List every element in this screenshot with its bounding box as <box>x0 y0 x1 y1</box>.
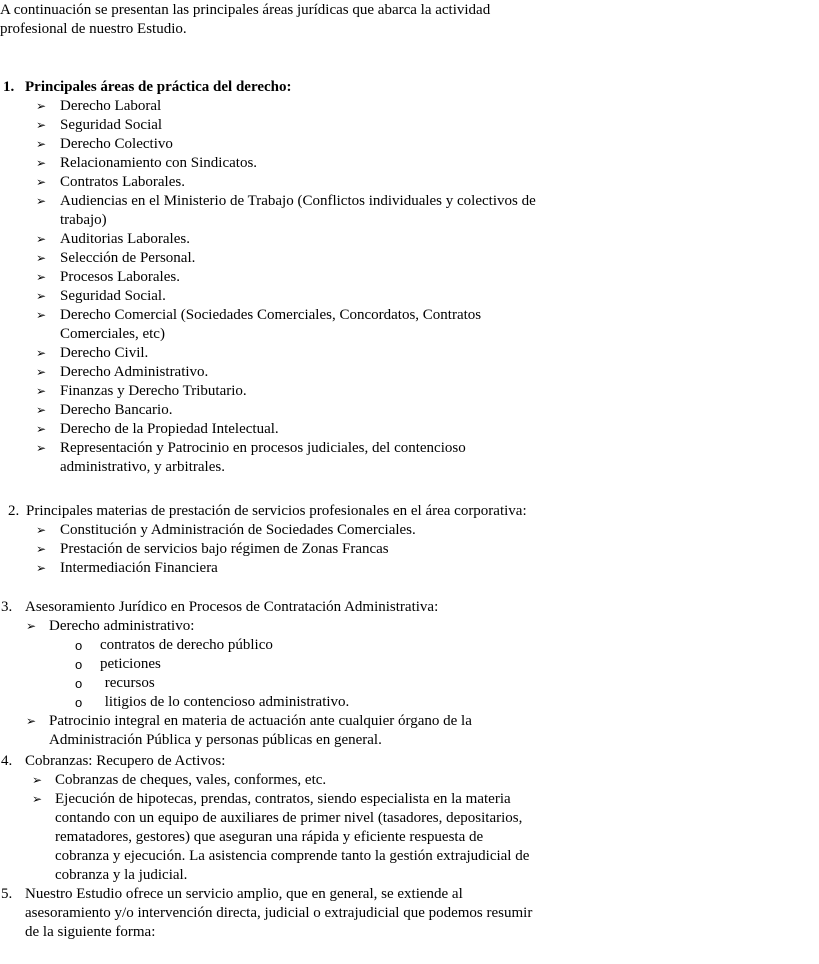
bullet-item <box>0 306 620 344</box>
bullet-text-line: Selección de Personal. <box>60 250 196 266</box>
bullet-text-line: Prestación de servicios bajo régimen de Zonas Francas <box>60 541 389 557</box>
section-number: 2. <box>8 503 20 519</box>
section-2 <box>0 502 620 578</box>
arrow-bullet-icon: ➢ <box>35 156 47 170</box>
bullet-text-line: Constitución y Administración de Sociedades Comerciales. <box>60 522 416 538</box>
arrow-bullet-icon: ➢ <box>35 523 47 537</box>
bullet-item <box>0 135 620 154</box>
arrow-bullet-icon: ➢ <box>35 137 47 151</box>
sub-item <box>0 693 620 712</box>
arrow-bullet-icon: ➢ <box>35 403 47 417</box>
bullet-item <box>0 439 620 477</box>
bullet-item <box>0 420 620 439</box>
arrow-bullet-icon: ➢ <box>35 118 47 132</box>
arrow-bullet-icon: ➢ <box>35 346 47 360</box>
bullet-item <box>0 192 620 230</box>
bullet-text-line: Finanzas y Derecho Tributario. <box>60 383 247 399</box>
bullet-item <box>0 249 620 268</box>
bullet-item <box>0 617 620 636</box>
section-number: 1. <box>3 79 15 95</box>
bullet-text-line: Audiencias en el Ministerio de Trabajo (Conflictos individuales y colectivos de <box>60 193 536 209</box>
bullet-text-line: Derecho Colectivo <box>60 136 173 152</box>
arrow-bullet-icon: ➢ <box>25 619 37 633</box>
section-number: 3. <box>1 599 13 615</box>
paragraph-line: Nuestro Estudio ofrece un servicio amplio, que en general, se extiende al <box>25 886 463 902</box>
bullet-text-line: Seguridad Social. <box>60 288 166 304</box>
bullet-text-line: trabajo) <box>60 212 107 228</box>
bullet-text-line: contando con un equipo de auxiliares de primer nivel (tasadores, depositarios, <box>55 810 523 826</box>
arrow-bullet-icon: ➢ <box>31 773 43 787</box>
bullet-list <box>0 97 620 477</box>
bullet-text-line: Comerciales, etc) <box>60 326 165 342</box>
bullet-item <box>0 97 620 116</box>
sub-item <box>0 655 620 674</box>
bullet-text-line: cobranza y ejecución. La asistencia comprende tanto la gestión extrajudicial de <box>55 848 530 864</box>
section-heading <box>0 502 620 521</box>
bullet-item <box>0 382 620 401</box>
bullet-text-line: Patrocinio integral en materia de actuación ante cualquier órgano de la <box>49 713 472 729</box>
arrow-bullet-icon: ➢ <box>25 714 37 728</box>
sub-item-text: peticiones <box>100 656 161 672</box>
sub-item <box>0 636 620 655</box>
bullet-text-line: administrativo, y arbitrales. <box>60 459 225 475</box>
arrow-bullet-icon: ➢ <box>35 308 47 322</box>
section-title: Principales áreas de práctica del derecho: <box>25 79 292 95</box>
bullet-item <box>0 344 620 363</box>
bullet-text-line: Auditorias Laborales. <box>60 231 190 247</box>
bullet-item <box>0 771 620 790</box>
bullet-list <box>0 521 620 578</box>
bullet-item <box>0 268 620 287</box>
bullet-text-line: Derecho de la Propiedad Intelectual. <box>60 421 279 437</box>
arrow-bullet-icon: ➢ <box>35 365 47 379</box>
bullet-text-line: Derecho Bancario. <box>60 402 173 418</box>
bullet-item <box>0 154 620 173</box>
sub-item-text: litigios de lo contencioso administrativo. <box>101 694 350 710</box>
arrow-bullet-icon: ➢ <box>35 561 47 575</box>
section-heading <box>0 78 620 97</box>
section-number: 4. <box>1 753 13 769</box>
paragraph-line: asesoramiento y/o intervención directa, judicial o extrajudicial que podemos resumir <box>25 905 533 921</box>
arrow-bullet-icon: ➢ <box>35 422 47 436</box>
bullet-text-line: Administración Pública y personas públicas en general. <box>49 732 382 748</box>
circle-bullet-icon: o <box>75 695 83 710</box>
section-title: Asesoramiento Jurídico en Procesos de Contratación Administrativa: <box>25 599 439 615</box>
bullet-item <box>0 790 620 885</box>
section-title: Cobranzas: Recupero de Activos: <box>25 753 226 769</box>
arrow-bullet-icon: ➢ <box>35 384 47 398</box>
sub-item-text: contratos de derecho público <box>100 637 273 653</box>
arrow-bullet-icon: ➢ <box>35 194 47 208</box>
section-1 <box>0 78 620 477</box>
bullet-text: Cobranzas de cheques, vales, conformes, etc. <box>55 772 327 788</box>
arrow-bullet-icon: ➢ <box>35 270 47 284</box>
paragraph-line: de la siguiente forma: <box>25 924 156 940</box>
bullet-text-line: Derecho Civil. <box>60 345 149 361</box>
circle-bullet-icon: o <box>75 638 83 653</box>
bullet-item <box>0 401 620 420</box>
section-number: 5. <box>1 886 13 902</box>
circle-bullet-icon: o <box>75 657 83 672</box>
sub-item <box>0 674 620 693</box>
intro-line: profesional de nuestro Estudio. <box>0 21 187 37</box>
arrow-bullet-icon: ➢ <box>35 542 47 556</box>
bullet-item <box>0 116 620 135</box>
bullet-item <box>0 559 620 578</box>
intro-paragraph <box>0 1 600 39</box>
bullet-item <box>0 173 620 192</box>
section-title: Principales materias de prestación de servicios profesionales en el área corporativa: <box>26 503 527 519</box>
section-4 <box>0 752 620 885</box>
section-heading <box>0 598 620 617</box>
bullet-text-line: Derecho Laboral <box>60 98 162 114</box>
arrow-bullet-icon: ➢ <box>35 441 47 455</box>
arrow-bullet-icon: ➢ <box>35 232 47 246</box>
circle-bullet-icon: o <box>75 676 83 691</box>
section-3 <box>0 598 620 750</box>
arrow-bullet-icon: ➢ <box>35 99 47 113</box>
bullet-item <box>0 712 620 750</box>
bullet-text-line: Procesos Laborales. <box>60 269 180 285</box>
bullet-item <box>0 230 620 249</box>
bullet-item <box>0 363 620 382</box>
bullet-text-line: Derecho Administrativo. <box>60 364 209 380</box>
arrow-bullet-icon: ➢ <box>35 251 47 265</box>
bullet-text-line: Contratos Laborales. <box>60 174 185 190</box>
bullet-item <box>0 540 620 559</box>
arrow-bullet-icon: ➢ <box>35 175 47 189</box>
bullet-text-line: Relacionamiento con Sindicatos. <box>60 155 258 171</box>
bullet-text: Derecho administrativo: <box>49 618 195 634</box>
arrow-bullet-icon: ➢ <box>31 792 43 806</box>
bullet-item <box>0 521 620 540</box>
bullet-text-line: Derecho Comercial (Sociedades Comerciales, Concordatos, Contratos <box>60 307 482 323</box>
section-heading <box>0 752 620 771</box>
bullet-text-line: Seguridad Social <box>60 117 163 133</box>
bullet-text-line: Representación y Patrocinio en procesos judiciales, del contencioso <box>60 440 466 456</box>
bullet-text-line: Ejecución de hipotecas, prendas, contratos, siendo especialista en la materia <box>55 791 511 807</box>
bullet-text-line: rematadores, gestores) que aseguran una rápida y eficiente respuesta de <box>55 829 484 845</box>
arrow-bullet-icon: ➢ <box>35 289 47 303</box>
bullet-item <box>0 287 620 306</box>
bullet-text-line: Intermediación Financiera <box>60 560 218 576</box>
sub-item-text: recursos <box>101 675 155 691</box>
intro-line: A continuación se presentan las principales áreas jurídicas que abarca la actividad <box>0 2 491 18</box>
bullet-text-line: cobranza y la judicial. <box>55 867 188 883</box>
